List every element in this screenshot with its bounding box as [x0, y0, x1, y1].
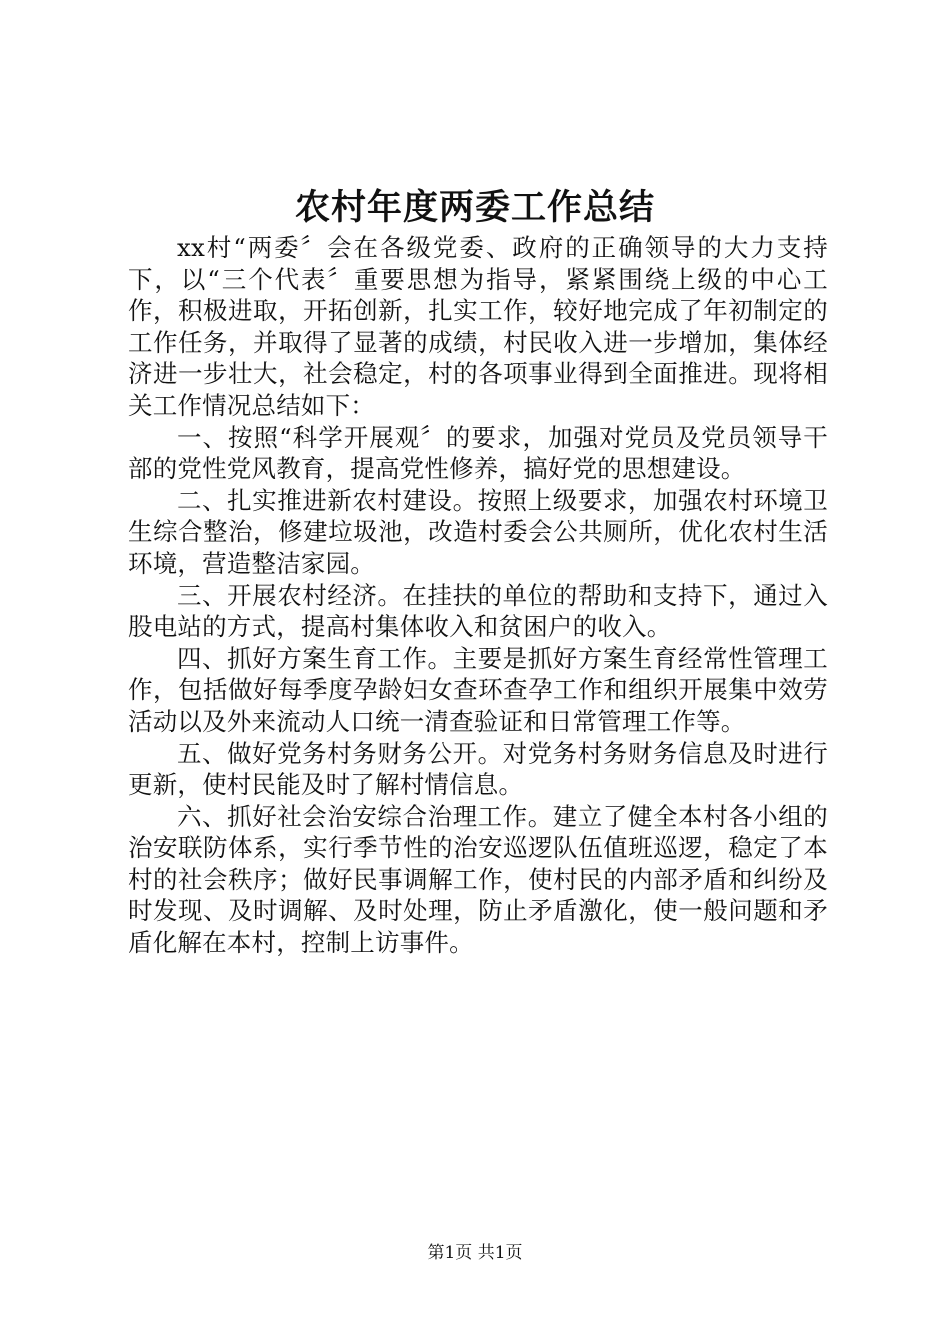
paragraph-item-6: 六、抓好社会治安综合治理工作。建立了健全本村各小组的治安联防体系，实行季节性的治安巡逻队伍值班巡逻，稳定了本村的社会秩序；做好民事调解工作，使村民的内部矛盾和纠纷及时发现、及时调解、及时处理，防止矛盾激化，使一般问题和矛盾化解在本村，控制上访事件。 [128, 801, 828, 958]
paragraph-item-4: 四、抓好方案生育工作。主要是抓好方案生育经常性管理工作，包括做好每季度孕龄妇女查环查孕工作和组织开展集中效劳活动以及外来流动人口统一清查验证和日常管理工作等。 [128, 643, 828, 736]
paragraph-intro: xx村“两委〞会在各级党委、政府的正确领导的大力支持下，以“三个代表〞重要思想为指导，紧紧围绕上级的中心工作，积极进取，开拓创新，扎实工作，较好地完成了年初制定的工作任务，并取得了显著的成绩，村民收入进一步增加，集体经济进一步壮大，社会稳定，村的各项事业得到全面推进。现将相关工作情况总结如下： [128, 233, 828, 420]
paragraph-item-1: 一、按照“科学开展观〞的要求，加强对党员及党员领导干部的党性党风教育，提高党性修养，搞好党的思想建设。 [128, 422, 828, 484]
document-body [128, 232, 828, 959]
paragraph-item-3: 三、开展农村经济。在挂扶的单位的帮助和支持下，通过入股电站的方式，提高村集体收入和贫困户的收入。 [128, 580, 828, 642]
page-footer: 第1页 共1页 [427, 1243, 523, 1263]
paragraph-item-5: 五、做好党务村务财务公开。对党务村务财务信息及时进行更新，使村民能及时了解村情信息。 [128, 738, 828, 800]
paragraph-item-2: 二、扎实推进新农村建设。按照上级要求，加强农村环境卫生综合整治，修建垃圾池，改造村委会公共厕所，优化农村生活环境，营造整洁家园。 [128, 485, 828, 578]
document-title: 农村年度两委工作总结 [294, 188, 655, 228]
